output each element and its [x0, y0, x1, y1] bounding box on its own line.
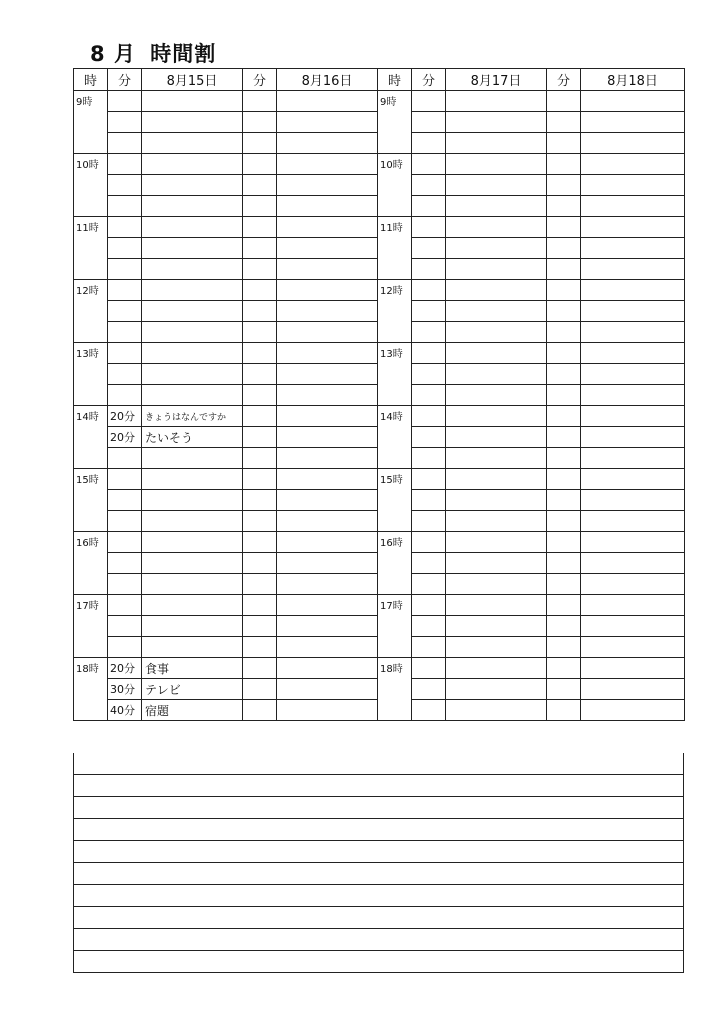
hour-label-left: 11時 — [74, 217, 108, 280]
note-line[interactable] — [73, 753, 684, 775]
note-line[interactable] — [73, 819, 684, 841]
time-row — [74, 658, 685, 679]
task-cell — [277, 238, 378, 259]
minute-cell — [243, 238, 277, 259]
task-cell — [581, 385, 685, 406]
task-cell — [277, 154, 378, 175]
header-day1: 8月15日 — [142, 69, 243, 91]
task-cell — [142, 112, 243, 133]
task-cell — [142, 385, 243, 406]
time-row — [74, 406, 685, 427]
notes-area — [73, 753, 684, 973]
note-line[interactable] — [73, 907, 684, 929]
hour-label-right: 16時 — [378, 532, 412, 595]
minute-cell — [243, 679, 277, 700]
minute-cell — [412, 448, 446, 469]
title-month: 8 — [90, 42, 106, 66]
task-cell — [581, 238, 685, 259]
minute-cell — [412, 679, 446, 700]
task-cell — [581, 406, 685, 427]
task-cell — [581, 679, 685, 700]
header-row — [74, 69, 685, 91]
task-cell — [581, 301, 685, 322]
minute-cell — [243, 574, 277, 595]
title-label: 時間割 — [150, 42, 217, 66]
task-cell — [142, 280, 243, 301]
task-cell — [142, 616, 243, 637]
minute-cell — [108, 322, 142, 343]
header-day2: 8月16日 — [277, 69, 378, 91]
task-cell — [446, 700, 547, 721]
minute-cell — [108, 553, 142, 574]
minute-cell — [547, 553, 581, 574]
note-line[interactable] — [73, 951, 684, 973]
task-cell — [277, 385, 378, 406]
task-cell — [446, 196, 547, 217]
timetable — [73, 68, 685, 721]
task-cell — [277, 112, 378, 133]
task-cell — [446, 259, 547, 280]
task-cell — [277, 679, 378, 700]
task-cell — [142, 532, 243, 553]
minute-cell — [412, 196, 446, 217]
task-cell — [581, 700, 685, 721]
header-hour-left: 時 — [74, 69, 108, 91]
task-cell — [581, 91, 685, 112]
minute-cell — [243, 385, 277, 406]
minute-cell — [243, 364, 277, 385]
minute-cell — [108, 259, 142, 280]
minute-cell — [412, 154, 446, 175]
task-cell — [142, 133, 243, 154]
task-cell — [446, 448, 547, 469]
minute-cell — [547, 490, 581, 511]
task-cell — [581, 532, 685, 553]
task-cell — [142, 238, 243, 259]
minute-cell — [108, 490, 142, 511]
task-cell — [581, 511, 685, 532]
task-cell — [581, 175, 685, 196]
minute-cell — [243, 154, 277, 175]
task-cell — [446, 154, 547, 175]
task-cell — [142, 637, 243, 658]
minute-cell — [108, 154, 142, 175]
note-line[interactable] — [73, 863, 684, 885]
task-cell: 宿題 — [142, 700, 243, 721]
task-cell — [142, 259, 243, 280]
minute-cell — [108, 133, 142, 154]
task-cell — [142, 343, 243, 364]
task-cell — [446, 133, 547, 154]
task-cell: テレビ — [142, 679, 243, 700]
minute-cell — [547, 700, 581, 721]
minute-cell — [412, 553, 446, 574]
hour-label-right: 15時 — [378, 469, 412, 532]
task-cell — [581, 196, 685, 217]
task-cell — [581, 259, 685, 280]
minute-cell — [547, 679, 581, 700]
minute-cell — [547, 154, 581, 175]
minute-cell — [412, 133, 446, 154]
task-cell — [277, 343, 378, 364]
minute-cell — [412, 280, 446, 301]
minute-cell — [412, 637, 446, 658]
minute-cell — [108, 196, 142, 217]
minute-cell — [412, 364, 446, 385]
minute-cell — [108, 511, 142, 532]
task-cell — [277, 133, 378, 154]
task-cell — [277, 280, 378, 301]
time-row — [74, 154, 685, 175]
minute-cell — [243, 343, 277, 364]
task-cell — [277, 259, 378, 280]
minute-cell: 20分 — [108, 658, 142, 679]
minute-cell — [547, 280, 581, 301]
task-cell — [581, 469, 685, 490]
task-cell — [277, 91, 378, 112]
minute-cell — [243, 553, 277, 574]
minute-cell — [547, 616, 581, 637]
minute-cell — [547, 238, 581, 259]
task-cell — [581, 217, 685, 238]
task-cell — [277, 427, 378, 448]
minute-cell — [108, 448, 142, 469]
task-cell — [142, 196, 243, 217]
minute-cell — [547, 217, 581, 238]
time-row — [74, 595, 685, 616]
hour-label-left: 15時 — [74, 469, 108, 532]
task-cell — [142, 91, 243, 112]
hour-label-left: 16時 — [74, 532, 108, 595]
task-cell — [142, 469, 243, 490]
minute-cell — [547, 259, 581, 280]
hour-label-right: 13時 — [378, 343, 412, 406]
hour-label-left: 17時 — [74, 595, 108, 658]
minute-cell — [547, 427, 581, 448]
time-row — [74, 343, 685, 364]
minute-cell — [108, 616, 142, 637]
minute-cell — [243, 280, 277, 301]
time-row — [74, 91, 685, 112]
minute-cell — [108, 112, 142, 133]
minute-cell — [547, 91, 581, 112]
task-cell — [277, 448, 378, 469]
task-cell — [277, 175, 378, 196]
task-cell — [446, 175, 547, 196]
task-cell — [446, 280, 547, 301]
hour-label-right: 10時 — [378, 154, 412, 217]
minute-cell — [243, 532, 277, 553]
task-cell — [142, 490, 243, 511]
hour-label-left: 18時 — [74, 658, 108, 721]
minute-cell — [243, 217, 277, 238]
minute-cell — [412, 427, 446, 448]
hour-label-right: 17時 — [378, 595, 412, 658]
minute-cell — [547, 574, 581, 595]
minute-cell — [243, 133, 277, 154]
minute-cell — [412, 217, 446, 238]
minute-cell — [108, 343, 142, 364]
minute-cell — [243, 175, 277, 196]
task-cell — [581, 448, 685, 469]
task-cell — [446, 112, 547, 133]
header-minute: 分 — [547, 69, 581, 91]
task-cell — [446, 637, 547, 658]
task-cell — [446, 574, 547, 595]
task-cell — [446, 616, 547, 637]
title-month-unit: 月 — [113, 42, 136, 66]
hour-label-right: 9時 — [378, 91, 412, 154]
minute-cell — [547, 343, 581, 364]
minute-cell — [412, 658, 446, 679]
minute-cell — [412, 91, 446, 112]
minute-cell — [108, 385, 142, 406]
minute-cell — [243, 490, 277, 511]
task-cell — [277, 700, 378, 721]
minute-cell — [547, 112, 581, 133]
minute-cell — [412, 616, 446, 637]
time-row — [74, 469, 685, 490]
minute-cell: 20分 — [108, 406, 142, 427]
task-cell — [277, 637, 378, 658]
task-cell — [277, 196, 378, 217]
minute-cell — [547, 133, 581, 154]
time-row — [74, 532, 685, 553]
task-cell — [446, 427, 547, 448]
minute-cell — [547, 658, 581, 679]
time-row — [74, 280, 685, 301]
task-cell — [142, 595, 243, 616]
minute-cell — [243, 427, 277, 448]
task-cell — [581, 364, 685, 385]
header-minute: 分 — [243, 69, 277, 91]
minute-cell — [243, 637, 277, 658]
task-cell — [446, 511, 547, 532]
minute-cell — [243, 322, 277, 343]
header-minute: 分 — [412, 69, 446, 91]
minute-cell — [547, 385, 581, 406]
minute-cell — [412, 259, 446, 280]
hour-label-left: 13時 — [74, 343, 108, 406]
minute-cell — [243, 406, 277, 427]
task-cell — [277, 301, 378, 322]
task-cell — [142, 322, 243, 343]
minute-cell — [108, 637, 142, 658]
task-cell — [142, 553, 243, 574]
minute-cell — [547, 637, 581, 658]
task-cell — [142, 154, 243, 175]
hour-label-right: 12時 — [378, 280, 412, 343]
task-cell — [446, 469, 547, 490]
task-cell — [446, 658, 547, 679]
minute-cell — [547, 448, 581, 469]
minute-cell — [243, 700, 277, 721]
hour-label-left: 9時 — [74, 91, 108, 154]
minute-cell — [547, 595, 581, 616]
task-cell — [142, 217, 243, 238]
task-cell — [277, 511, 378, 532]
task-cell — [277, 364, 378, 385]
minute-cell — [412, 511, 446, 532]
minute-cell — [243, 658, 277, 679]
minute-cell — [108, 217, 142, 238]
task-cell — [446, 532, 547, 553]
task-cell — [277, 217, 378, 238]
task-cell: きょうはなんですか — [142, 406, 243, 427]
header-day4: 8月18日 — [581, 69, 685, 91]
header-minute: 分 — [108, 69, 142, 91]
minute-cell — [412, 406, 446, 427]
task-cell: たいそう — [142, 427, 243, 448]
task-cell — [581, 658, 685, 679]
task-cell — [581, 595, 685, 616]
minute-cell — [243, 91, 277, 112]
minute-cell — [108, 238, 142, 259]
minute-cell — [412, 301, 446, 322]
task-cell — [142, 448, 243, 469]
minute-cell — [243, 616, 277, 637]
task-cell — [446, 679, 547, 700]
task-cell — [581, 574, 685, 595]
note-line[interactable] — [73, 775, 684, 797]
task-cell — [446, 238, 547, 259]
task-cell — [581, 133, 685, 154]
task-cell: 食事 — [142, 658, 243, 679]
note-line[interactable] — [73, 797, 684, 819]
minute-cell — [412, 595, 446, 616]
minute-cell — [108, 469, 142, 490]
task-cell — [277, 322, 378, 343]
task-cell — [142, 364, 243, 385]
minute-cell — [547, 175, 581, 196]
task-cell — [581, 112, 685, 133]
minute-cell — [412, 238, 446, 259]
task-cell — [277, 616, 378, 637]
header-day3: 8月17日 — [446, 69, 547, 91]
task-cell — [581, 343, 685, 364]
minute-cell — [547, 511, 581, 532]
minute-cell — [108, 574, 142, 595]
minute-cell: 40分 — [108, 700, 142, 721]
minute-cell — [243, 259, 277, 280]
minute-cell — [547, 406, 581, 427]
minute-cell — [412, 574, 446, 595]
task-cell — [446, 217, 547, 238]
task-cell — [581, 322, 685, 343]
hour-label-right: 14時 — [378, 406, 412, 469]
task-cell — [142, 511, 243, 532]
minute-cell — [412, 112, 446, 133]
task-cell — [581, 616, 685, 637]
task-cell — [142, 574, 243, 595]
task-cell — [446, 322, 547, 343]
minute-cell: 20分 — [108, 427, 142, 448]
minute-cell — [243, 469, 277, 490]
minute-cell — [412, 700, 446, 721]
task-cell — [581, 154, 685, 175]
minute-cell — [108, 91, 142, 112]
minute-cell: 30分 — [108, 679, 142, 700]
page-title — [90, 38, 216, 68]
minute-cell — [108, 595, 142, 616]
task-cell — [277, 595, 378, 616]
hour-label-right: 18時 — [378, 658, 412, 721]
task-cell — [446, 406, 547, 427]
time-row — [74, 217, 685, 238]
minute-cell — [412, 532, 446, 553]
task-cell — [581, 637, 685, 658]
minute-cell — [243, 112, 277, 133]
task-cell — [581, 280, 685, 301]
minute-cell — [243, 511, 277, 532]
task-cell — [446, 595, 547, 616]
minute-cell — [412, 469, 446, 490]
minute-cell — [412, 343, 446, 364]
minute-cell — [108, 280, 142, 301]
minute-cell — [108, 364, 142, 385]
minute-cell — [547, 196, 581, 217]
task-cell — [142, 301, 243, 322]
task-cell — [277, 658, 378, 679]
task-cell — [581, 427, 685, 448]
hour-label-left: 14時 — [74, 406, 108, 469]
minute-cell — [547, 301, 581, 322]
minute-cell — [108, 532, 142, 553]
minute-cell — [243, 595, 277, 616]
header-hour-right: 時 — [378, 69, 412, 91]
minute-cell — [243, 301, 277, 322]
note-line[interactable] — [73, 929, 684, 951]
minute-cell — [412, 322, 446, 343]
minute-cell — [108, 175, 142, 196]
minute-cell — [412, 175, 446, 196]
task-cell — [446, 553, 547, 574]
task-cell — [277, 553, 378, 574]
minute-cell — [243, 448, 277, 469]
note-line[interactable] — [73, 885, 684, 907]
task-cell — [277, 490, 378, 511]
hour-label-left: 10時 — [74, 154, 108, 217]
task-cell — [446, 385, 547, 406]
minute-cell — [412, 385, 446, 406]
task-cell — [277, 469, 378, 490]
minute-cell — [547, 322, 581, 343]
task-cell — [446, 364, 547, 385]
task-cell — [581, 490, 685, 511]
note-line[interactable] — [73, 841, 684, 863]
hour-label-left: 12時 — [74, 280, 108, 343]
minute-cell — [547, 532, 581, 553]
task-cell — [277, 532, 378, 553]
task-cell — [446, 490, 547, 511]
task-cell — [446, 91, 547, 112]
task-cell — [277, 574, 378, 595]
minute-cell — [412, 490, 446, 511]
minute-cell — [547, 469, 581, 490]
minute-cell — [547, 364, 581, 385]
task-cell — [581, 553, 685, 574]
task-cell — [446, 301, 547, 322]
minute-cell — [108, 301, 142, 322]
minute-cell — [243, 196, 277, 217]
task-cell — [446, 343, 547, 364]
task-cell — [142, 175, 243, 196]
hour-label-right: 11時 — [378, 217, 412, 280]
task-cell — [277, 406, 378, 427]
